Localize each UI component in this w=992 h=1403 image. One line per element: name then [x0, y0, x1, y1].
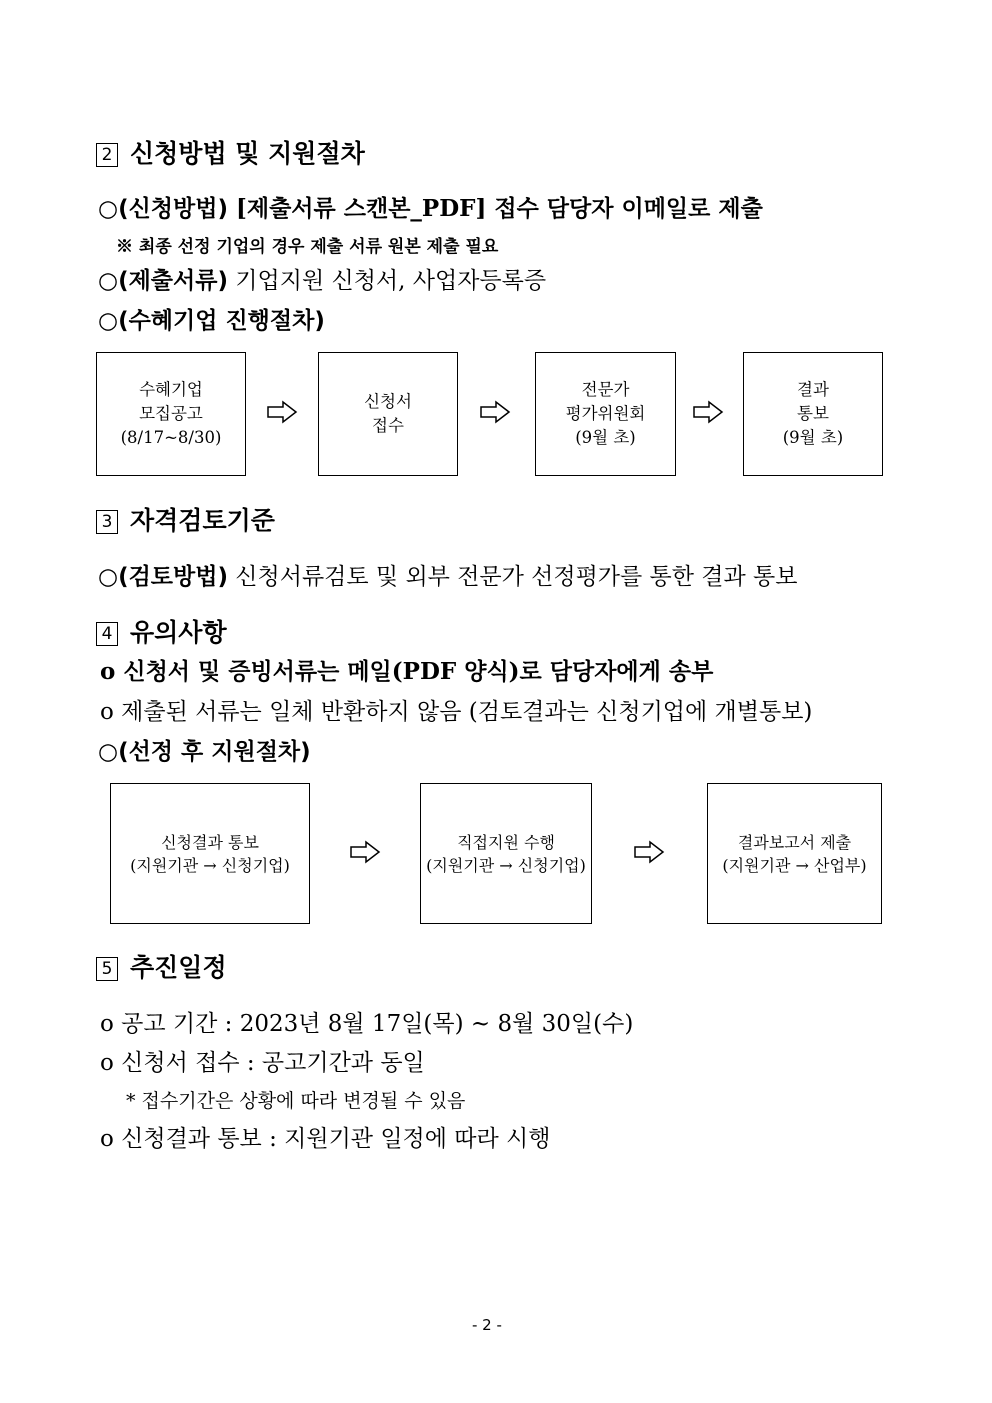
docs-text: 기업지원 신청서, 사업자등록증 [227, 268, 547, 294]
page-number: - 2 - [472, 1316, 502, 1334]
support-step-line: 결과보고서 제출 [737, 832, 852, 852]
schedule-item-1: o 공고 기간 : 2023년 8월 17일(목) ~ 8월 30일(수) [100, 1011, 634, 1037]
apply-method-text: [제출서류 스캔본_PDF] 접수 담당자 이메일로 제출 [227, 195, 763, 222]
process-line [98, 306, 325, 336]
flow-step-line: 통보 [797, 404, 829, 423]
apply-method-line [98, 194, 763, 224]
section-number-box: 5 [96, 957, 118, 981]
flow-arrow-icon [633, 840, 665, 864]
section-4-heading [96, 617, 227, 649]
support-step-line: (지원기관 → 신청기업) [426, 855, 586, 875]
notice-item-2: o 제출된 서류는 일체 반환하지 않음 (검토결과는 신청기업에 개별통보) [100, 699, 813, 725]
docs-line [98, 266, 546, 296]
flow-step-line: 전문가 [581, 380, 630, 399]
flow-step-line: 접수 [372, 416, 404, 435]
support-step-line: 직접지원 수행 [457, 832, 555, 852]
flow-arrow-icon [349, 840, 381, 864]
support-step-line: 신청결과 통보 [161, 832, 259, 852]
support-step-line: (지원기관 → 산업부) [722, 855, 867, 875]
bullet: ○ [98, 564, 119, 590]
section-title: 추진일정 [130, 953, 227, 982]
flow-step-1 [96, 352, 246, 476]
support-step-3 [707, 783, 882, 924]
flow-step-line: (9월 초) [575, 428, 636, 447]
apply-method-label: (신청방법) [118, 196, 228, 222]
notice-item-1: o 신청서 및 증빙서류는 메일(PDF 양식)로 담당자에게 송부 [100, 658, 714, 685]
flow-step-line: (9월 초) [782, 428, 844, 447]
schedule-item-2: o 신청서 접수 : 공고기간과 동일 [100, 1050, 425, 1076]
bullet: ○ [98, 268, 119, 294]
after-selection-line [98, 737, 311, 767]
flow-step-line: 평가위원회 [565, 404, 646, 423]
support-step-1 [110, 783, 310, 924]
bullet: ○ [98, 308, 119, 334]
section-3-heading [96, 505, 275, 537]
section-title: 신청방법 및 지원절차 [130, 139, 365, 168]
review-method-line [98, 562, 798, 592]
schedule-item-2-note: * 접수기간은 상황에 따라 변경될 수 있음 [126, 1090, 466, 1112]
flow-step-line: 모집공고 [139, 404, 203, 423]
flow-step-line: 신청서 [364, 392, 412, 411]
section-2-heading [96, 138, 365, 170]
flow-step-line: 결과 [797, 380, 829, 399]
after-selection-label: (선정 후 지원절차) [118, 739, 311, 765]
process-label: (수혜기업 진행절차) [118, 308, 325, 334]
flow-step-3 [535, 352, 676, 476]
section-number-box: 2 [96, 143, 118, 167]
apply-method-note: ※ 최종 선정 기업의 경우 제출 서류 원본 제출 필요 [116, 237, 499, 257]
flow-step-4 [743, 352, 883, 476]
bullet: ○ [98, 739, 119, 765]
flow-arrow-icon [479, 400, 511, 424]
flow-arrow-icon [266, 400, 298, 424]
flow-step-line: (8/17~8/30) [120, 428, 222, 447]
flow-step-line: 수혜기업 [139, 380, 203, 399]
review-method-text: 신청서류검토 및 외부 전문가 선정평가를 통한 결과 통보 [227, 564, 798, 590]
bullet: ○ [98, 196, 119, 222]
section-number-box: 3 [96, 510, 118, 534]
schedule-item-3: o 신청결과 통보 : 지원기관 일정에 따라 시행 [100, 1126, 551, 1152]
section-title: 자격검토기준 [130, 506, 275, 535]
flow-arrow-icon [692, 400, 724, 424]
support-step-2 [420, 783, 592, 924]
section-number-box: 4 [96, 622, 118, 646]
review-method-label: (검토방법) [118, 564, 228, 590]
docs-label: (제출서류) [118, 268, 228, 294]
section-5-heading [96, 952, 227, 984]
flow-step-2 [318, 352, 458, 476]
section-title: 유의사항 [130, 618, 227, 647]
support-step-line: (지원기관 → 신청기업) [130, 855, 290, 875]
